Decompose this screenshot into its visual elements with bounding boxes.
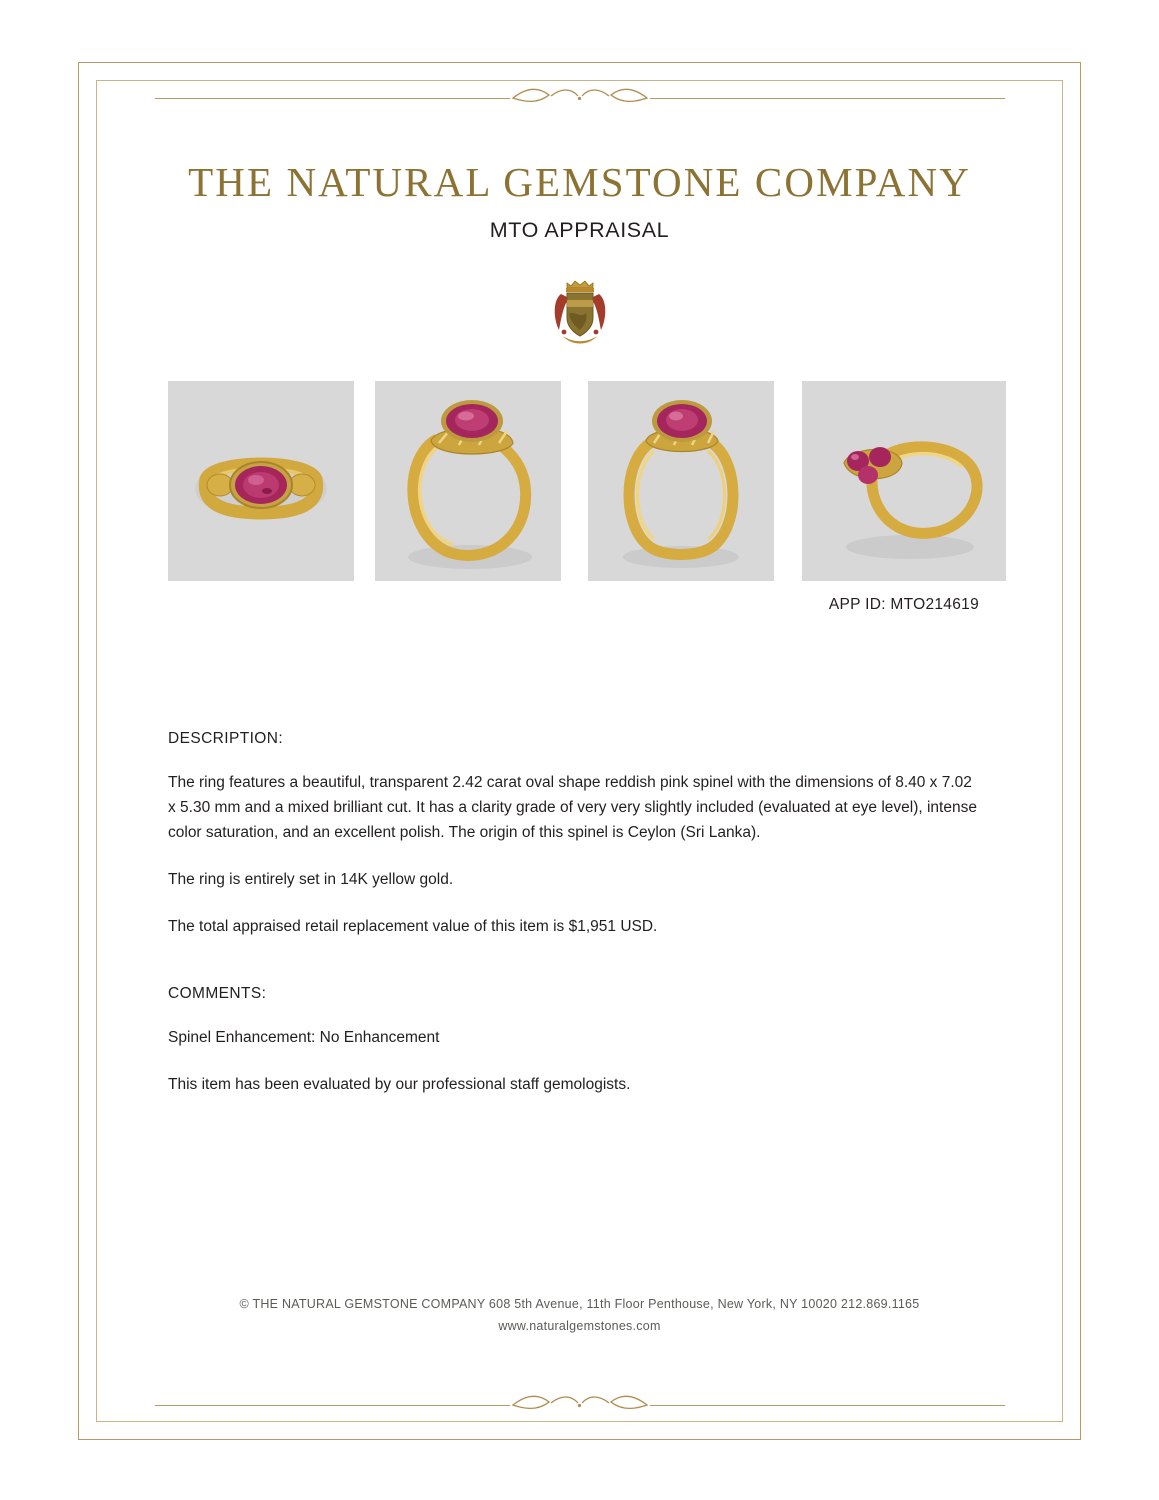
footer-website: www.naturalgemstones.com	[498, 1319, 661, 1333]
ring-photo-front-view	[588, 381, 774, 581]
page-footer	[0, 1297, 1159, 1333]
ring-photo-side-view	[802, 381, 1006, 581]
description-paragraph-1: The ring features a beautiful, transparent 2.42 carat oval shape reddish pink spinel with the dimensions of 8.40 x 7.02 x 5.30 mm and a mixed brilliant cut. It has a clarity grade of very very slightly included (evaluated at eye level), intense color saturation, and an excellent polish. The origin of this spinel is Ceylon (Sri Lanka).	[168, 774, 977, 841]
footer-rule-left	[155, 1405, 510, 1406]
header-rule-left	[155, 98, 510, 99]
footer-address: © THE NATURAL GEMSTONE COMPANY 608 5th Avenue, 11th Floor Penthouse, New York, NY 10020 212.869.1165	[239, 1297, 920, 1311]
scroll-flourish-ornament-icon	[505, 85, 655, 111]
comments-paragraph-2: This item has been evaluated by our professional staff gemologists.	[168, 1076, 631, 1093]
description-paragraph-2: The ring is entirely set in 14K yellow gold.	[168, 871, 454, 888]
document-subtitle: MTO APPRAISAL	[489, 218, 670, 242]
company-name: THE NATURAL GEMSTONE COMPANY	[188, 159, 971, 205]
footer-rule-right	[650, 1405, 1005, 1406]
comments-paragraph-1: Spinel Enhancement: No Enhancement	[168, 1029, 440, 1046]
heraldic-crest-icon	[547, 274, 613, 348]
description-paragraph-3: The total appraised retail replacement value of this item is $1,951 USD.	[168, 918, 658, 935]
header-rule-right	[650, 98, 1005, 99]
ring-photo-angled-view	[375, 381, 561, 581]
appraisal-body	[168, 730, 980, 1119]
description-label: DESCRIPTION:	[168, 730, 284, 747]
comments-label: COMMENTS:	[168, 985, 267, 1002]
scroll-flourish-ornament-icon-bottom	[505, 1392, 655, 1418]
ring-photo-strip	[168, 381, 1006, 581]
section-spacer	[168, 961, 980, 985]
ring-photo-top-view	[168, 381, 354, 581]
app-id: APP ID: MTO214619	[828, 596, 979, 613]
